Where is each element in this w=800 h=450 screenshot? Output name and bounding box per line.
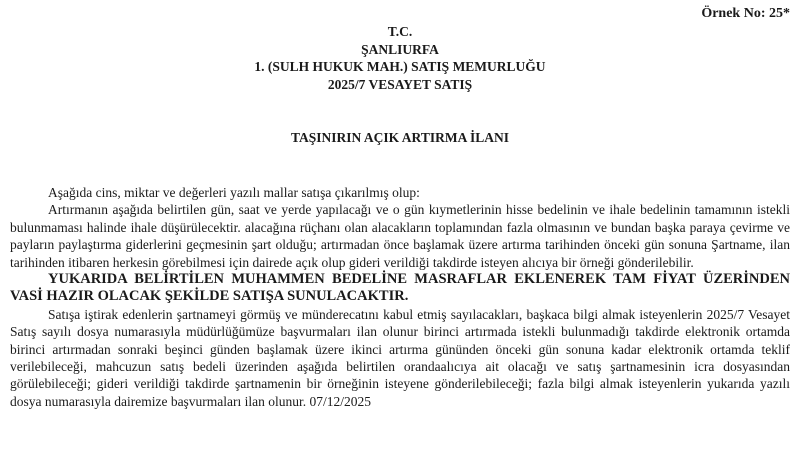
document-title: TAŞINIRIN AÇIK ARTIRMA İLANI [291,130,509,145]
document-body [10,184,790,410]
header-line-city: ŞANLIURFA [361,41,439,57]
header-line-file: 2025/7 VESAYET SATIŞ [327,76,473,92]
paragraph-notice-bold: YUKARIDA BELİRTİLEN MUHAMMEN BEDELİNE MASRAFLAR EKLENEREK TAM FİYAT ÜZERİNDEN VASİ HAZIR OLACAK ŞEKİLDE SATIŞA SUNULACAKTIR. [10,271,790,305]
header-line-office: 1. (SULH HUKUK MAH.) SATIŞ MEMURLUĞU [254,59,546,74]
header-line-tc: T.C. [387,24,413,39]
paragraph-intro: Aşağıda cins, miktar ve değerleri yazılı mallar satışa çıkarılmış olup: [48,185,420,200]
paragraph-auction-terms: Artırmanın aşağıda belirtilen gün, saat ve yerde yapılacağı ve o gün kıymetlerinin hisse bedelinin ve ihale bedelinin tamamının istekli bulunmaması halinde ihale düşürülecektir. alacağına rüçhanı olan alacakların toplamından fazla olmasının ve bundan başka paraya çevirme ve payların paylaştırma giderlerini geçmesinin şart olduğu; artırmadan önce başlamak üzere artırma tarihinden önceki gün sonuna Şartname, ilan tarihinden itibaren herkesin görebilmesi için dairede açık olup gideri verildiği takdirde isteyen alıcıya bir örneği gönderilebilir. [10,202,790,270]
sample-number: Örnek No: 25* [701,6,790,21]
paragraph-participation: Satışa iştirak edenlerin şartnameyi görmüş ve münderecatını kabul etmiş sayılacakları, başkaca bilgi almak isteyenlerin 2025/7 Vesayet Satış sayılı dosya numarasıyla müdürlüğümüze başvurmaları ilan olunur birinci artırmada istekli bulunmadığı takdirde elektronik ortamda birinci artırmadan sonraki beşinci günden başlamak üzere ikinci artırma gününden önceki gün sonuna kadar elektronik ortamda teklif verilebileceği, mahcuzun satış bedeli üzerinden aşağıda belirtilen orandaalıcıya ait olacağı ve satış şartnamesinin icra dosyasından görülebileceği; gideri verildiği takdirde şartnamenin bir örneğinin isteyene gönderilebileceği; fazla bilgi almak isteyenlerin yukarıda yazılı dosya numarasıyla dairemize başvurmaları ilan olunur. 07/12/2025 [10,306,790,409]
document-header [0,23,800,93]
